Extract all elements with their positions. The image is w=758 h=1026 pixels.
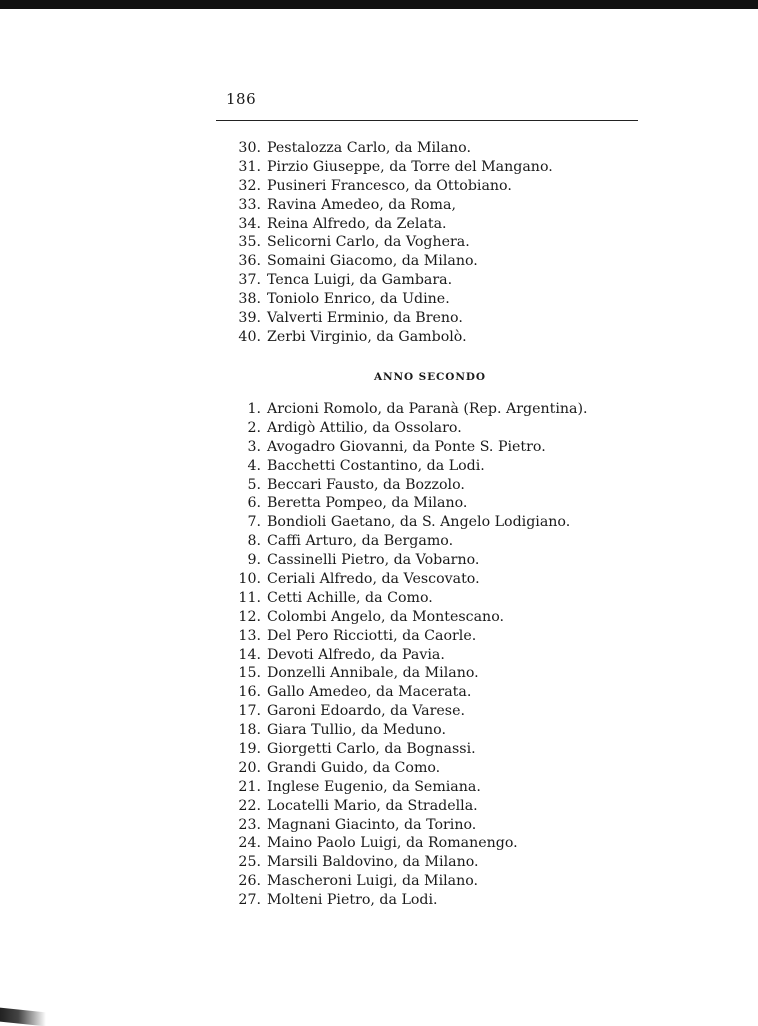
list-item-number: 19. bbox=[238, 741, 261, 758]
list-item bbox=[0, 158, 758, 177]
list-item-text: Giorgetti Carlo, da Bognassi. bbox=[267, 741, 476, 758]
list-item-text: Ceriali Alfredo, da Vescovato. bbox=[267, 571, 480, 588]
list-item bbox=[0, 233, 758, 252]
list-item-text: Arcioni Romolo, da Paranà (Rep. Argentina). bbox=[267, 401, 588, 417]
list-item bbox=[0, 570, 758, 589]
list-item bbox=[0, 853, 758, 872]
list-item-number: 39. bbox=[238, 310, 261, 327]
list-item bbox=[0, 872, 758, 891]
list-item bbox=[0, 608, 758, 627]
list-item bbox=[0, 834, 758, 853]
list-item-text: Magnani Giacinto, da Torino. bbox=[267, 816, 477, 833]
list-item-text: Grandi Guido, da Como. bbox=[267, 759, 441, 776]
page-number: 186 bbox=[226, 90, 257, 108]
list-item-text: Marsili Baldovino, da Milano. bbox=[267, 854, 479, 871]
list-item bbox=[0, 683, 758, 702]
list-item-text: Molteni Pietro, da Lodi. bbox=[267, 892, 438, 909]
list-item-number: 7. bbox=[247, 514, 261, 531]
list-item-text: Giara Tullio, da Meduno. bbox=[267, 722, 446, 739]
list-item-text: Zerbi Virginio, da Gambolò. bbox=[267, 328, 467, 345]
list-item-text: Gallo Amedeo, da Macerata. bbox=[267, 684, 472, 701]
list-item-number: 25. bbox=[238, 854, 261, 871]
student-list-part-2 bbox=[0, 400, 758, 910]
list-item-text: Pusineri Francesco, da Ottobiano. bbox=[267, 177, 512, 194]
list-item-number: 17. bbox=[238, 703, 261, 720]
list-item-text: Tenca Luigi, da Gambara. bbox=[267, 272, 453, 289]
list-item-number: 12. bbox=[238, 608, 261, 625]
list-item bbox=[0, 816, 758, 835]
list-item-number: 40. bbox=[238, 328, 261, 345]
list-item-number: 37. bbox=[238, 272, 261, 289]
list-item bbox=[0, 702, 758, 721]
list-item bbox=[0, 328, 758, 347]
list-item bbox=[0, 627, 758, 646]
list-item-number: 11. bbox=[238, 589, 261, 606]
list-item-number: 38. bbox=[238, 291, 261, 308]
list-item-text: Garoni Edoardo, da Varese. bbox=[267, 703, 465, 720]
list-item bbox=[0, 196, 758, 215]
list-item bbox=[0, 457, 758, 476]
list-item-text: Locatelli Mario, da Stradella. bbox=[267, 797, 478, 814]
list-item-number: 2. bbox=[247, 419, 261, 436]
list-item-number: 24. bbox=[238, 835, 261, 852]
list-item-text: Inglese Eugenio, da Semiana. bbox=[267, 778, 481, 795]
list-item bbox=[0, 797, 758, 816]
list-item-number: 10. bbox=[238, 571, 261, 588]
list-item-text: Bacchetti Costantino, da Lodi. bbox=[267, 457, 485, 474]
list-item bbox=[0, 532, 758, 551]
scan-top-border bbox=[0, 0, 758, 9]
list-item-text: Cetti Achille, da Como. bbox=[267, 589, 433, 606]
list-item-number: 27. bbox=[238, 892, 261, 909]
header-rule bbox=[216, 120, 638, 121]
list-item bbox=[0, 271, 758, 290]
list-item-number: 22. bbox=[238, 797, 261, 814]
list-item-text: Pestalozza Carlo, da Milano. bbox=[267, 140, 471, 156]
list-item-number: 35. bbox=[238, 234, 261, 251]
list-item-number: 16. bbox=[238, 684, 261, 701]
list-item bbox=[0, 139, 758, 158]
list-item-text: Avogadro Giovanni, da Ponte S. Pietro. bbox=[267, 438, 546, 455]
list-item-text: Mascheroni Luigi, da Milano. bbox=[267, 873, 479, 890]
list-item-text: Caffi Arturo, da Bergamo. bbox=[267, 533, 454, 550]
scan-edge-shadow bbox=[0, 1008, 46, 1026]
list-item bbox=[0, 494, 758, 513]
list-item-text: Colombi Angelo, da Montescano. bbox=[267, 608, 504, 625]
list-item bbox=[0, 721, 758, 740]
section-heading: ANNO SECONDO bbox=[374, 371, 486, 383]
list-item-text: Pirzio Giuseppe, da Torre del Mangano. bbox=[267, 158, 553, 175]
list-item-number: 13. bbox=[238, 627, 261, 644]
list-item-number: 31. bbox=[238, 158, 261, 175]
list-item bbox=[0, 438, 758, 457]
list-item-text: Reina Alfredo, da Zelata. bbox=[267, 215, 447, 232]
list-item bbox=[0, 646, 758, 665]
list-item-number: 1. bbox=[247, 401, 261, 417]
list-item-number: 14. bbox=[238, 646, 261, 663]
list-item bbox=[0, 740, 758, 759]
list-item-number: 26. bbox=[238, 873, 261, 890]
list-item-number: 32. bbox=[238, 177, 261, 194]
list-item-text: Bondioli Gaetano, da S. Angelo Lodigiano. bbox=[267, 514, 571, 531]
list-item-number: 15. bbox=[238, 665, 261, 682]
list-item-number: 3. bbox=[247, 438, 261, 455]
list-item-number: 36. bbox=[238, 253, 261, 270]
list-item-number: 9. bbox=[247, 552, 261, 569]
list-item-text: Devoti Alfredo, da Pavia. bbox=[267, 646, 445, 663]
list-item-number: 4. bbox=[247, 457, 261, 474]
list-item-text: Beccari Fausto, da Bozzolo. bbox=[267, 476, 465, 493]
list-item-text: Maino Paolo Luigi, da Romanengo. bbox=[267, 835, 518, 852]
student-list-part-1 bbox=[0, 139, 758, 347]
list-item bbox=[0, 551, 758, 570]
list-item bbox=[0, 309, 758, 328]
list-item-number: 33. bbox=[238, 196, 261, 213]
list-item bbox=[0, 891, 758, 910]
list-item-text: Beretta Pompeo, da Milano. bbox=[267, 495, 468, 512]
list-item-number: 34. bbox=[238, 215, 261, 232]
list-item-text: Ravina Amedeo, da Roma, bbox=[267, 196, 456, 213]
list-item-number: 23. bbox=[238, 816, 261, 833]
list-item-text: Valverti Erminio, da Breno. bbox=[267, 310, 463, 327]
list-item-number: 30. bbox=[238, 140, 261, 156]
list-item-number: 6. bbox=[247, 495, 261, 512]
list-item-text: Somaini Giacomo, da Milano. bbox=[267, 253, 478, 270]
list-item-number: 5. bbox=[247, 476, 261, 493]
list-item bbox=[0, 400, 758, 419]
list-item-number: 18. bbox=[238, 722, 261, 739]
list-item bbox=[0, 513, 758, 532]
list-item-text: Selicorni Carlo, da Voghera. bbox=[267, 234, 470, 251]
list-item bbox=[0, 759, 758, 778]
list-item-number: 8. bbox=[247, 533, 261, 550]
list-item bbox=[0, 177, 758, 196]
list-item-text: Del Pero Ricciotti, da Caorle. bbox=[267, 627, 477, 644]
list-item bbox=[0, 290, 758, 309]
list-item bbox=[0, 589, 758, 608]
list-item bbox=[0, 215, 758, 234]
list-item bbox=[0, 419, 758, 438]
list-item bbox=[0, 476, 758, 495]
list-item-text: Cassinelli Pietro, da Vobarno. bbox=[267, 552, 480, 569]
list-item-text: Donzelli Annibale, da Milano. bbox=[267, 665, 479, 682]
list-item-text: Toniolo Enrico, da Udine. bbox=[267, 291, 450, 308]
list-item-number: 21. bbox=[238, 778, 261, 795]
list-item-text: Ardigò Attilio, da Ossolaro. bbox=[267, 419, 462, 436]
list-item-number: 20. bbox=[238, 759, 261, 776]
list-item bbox=[0, 664, 758, 683]
list-item bbox=[0, 252, 758, 271]
list-item bbox=[0, 778, 758, 797]
